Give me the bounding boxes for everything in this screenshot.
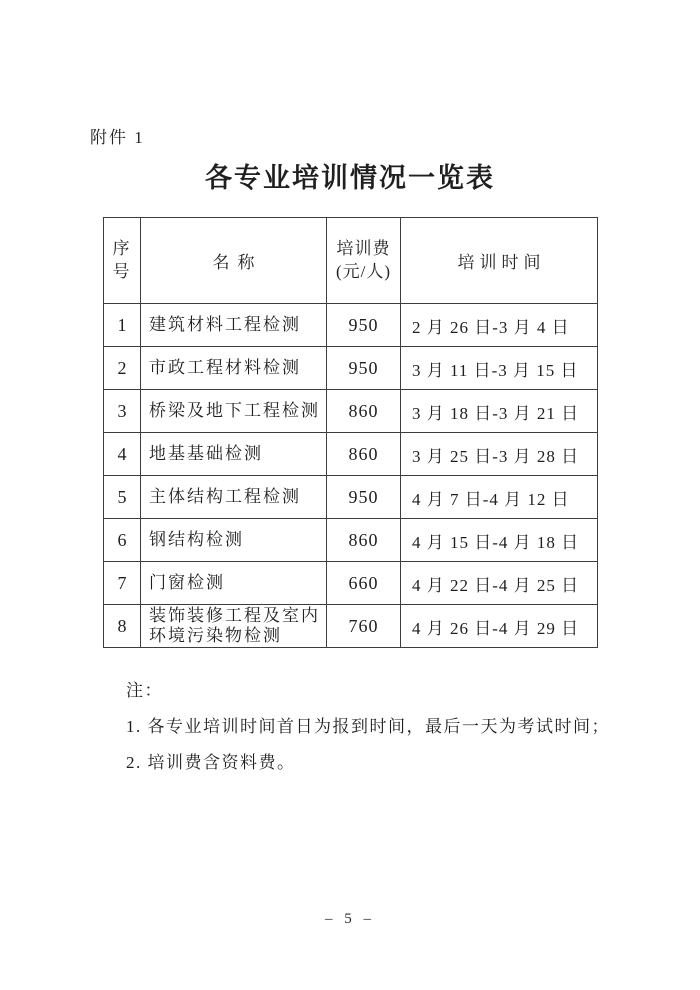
- course-name-cell: 主体结构工程检测: [141, 476, 327, 519]
- notes-section: [126, 680, 626, 788]
- header-col-serial: 序号: [104, 218, 141, 304]
- fee-cell: 860: [327, 390, 401, 433]
- course-name-cell: 桥梁及地下工程检测: [141, 390, 327, 433]
- serial-cell: 1: [104, 304, 141, 347]
- course-name-cell: 钢结构检测: [141, 519, 327, 562]
- notes-label: 注：: [126, 681, 163, 700]
- page-title: 各专业培训情况一览表: [205, 163, 495, 193]
- training-table: [103, 217, 598, 648]
- header-col-fee-line1: 培训费: [336, 238, 391, 258]
- note-item-1: 1. 各专业培训时间首日为报到时间，最后一天为考试时间；: [126, 717, 610, 736]
- serial-cell: 7: [104, 562, 141, 605]
- serial-cell: 6: [104, 519, 141, 562]
- serial-cell: 3: [104, 390, 141, 433]
- serial-cell: 4: [104, 433, 141, 476]
- fee-cell: 760: [327, 605, 401, 648]
- header-col-fee-line2: (元/人): [335, 261, 392, 281]
- header-col-time: 培训时间: [401, 218, 598, 304]
- table-row: [104, 476, 598, 519]
- fee-cell: 950: [327, 476, 401, 519]
- table-row: [104, 605, 598, 648]
- time-cell: 4 月 15 日-4 月 18 日: [401, 519, 598, 562]
- course-name-cell: 地基基础检测: [141, 433, 327, 476]
- attachment-label: 附件 1: [90, 128, 145, 147]
- table-row: [104, 519, 598, 562]
- table-row: [104, 347, 598, 390]
- serial-cell: 2: [104, 347, 141, 390]
- table-header-row: [104, 218, 598, 304]
- fee-cell: 860: [327, 519, 401, 562]
- time-cell: 2 月 26 日-3 月 4 日: [401, 304, 598, 347]
- table-row: [104, 562, 598, 605]
- course-name-cell: 市政工程材料检测: [141, 347, 327, 390]
- time-cell: 3 月 25 日-3 月 28 日: [401, 433, 598, 476]
- time-cell: 4 月 26 日-4 月 29 日: [401, 605, 598, 648]
- table-row: [104, 390, 598, 433]
- course-name-cell: 门窗检测: [141, 562, 327, 605]
- time-cell: 4 月 7 日-4 月 12 日: [401, 476, 598, 519]
- fee-cell: 660: [327, 562, 401, 605]
- time-cell: 3 月 18 日-3 月 21 日: [401, 390, 598, 433]
- fee-cell: 950: [327, 347, 401, 390]
- page-number: – 5 –: [325, 911, 375, 927]
- fee-cell: 860: [327, 433, 401, 476]
- table-row: [104, 304, 598, 347]
- time-cell: 3 月 11 日-3 月 15 日: [401, 347, 598, 390]
- header-col-name: 名称: [141, 218, 327, 304]
- serial-cell: 8: [104, 605, 141, 648]
- table-row: [104, 433, 598, 476]
- serial-cell: 5: [104, 476, 141, 519]
- header-col-fee: [327, 218, 401, 304]
- course-name-cell: 建筑材料工程检测: [141, 304, 327, 347]
- fee-cell: 950: [327, 304, 401, 347]
- course-name-cell: 装饰装修工程及室内环境污染物检测: [141, 605, 327, 648]
- time-cell: 4 月 22 日-4 月 25 日: [401, 562, 598, 605]
- note-item-2: 2. 培训费含资料费。: [126, 753, 296, 772]
